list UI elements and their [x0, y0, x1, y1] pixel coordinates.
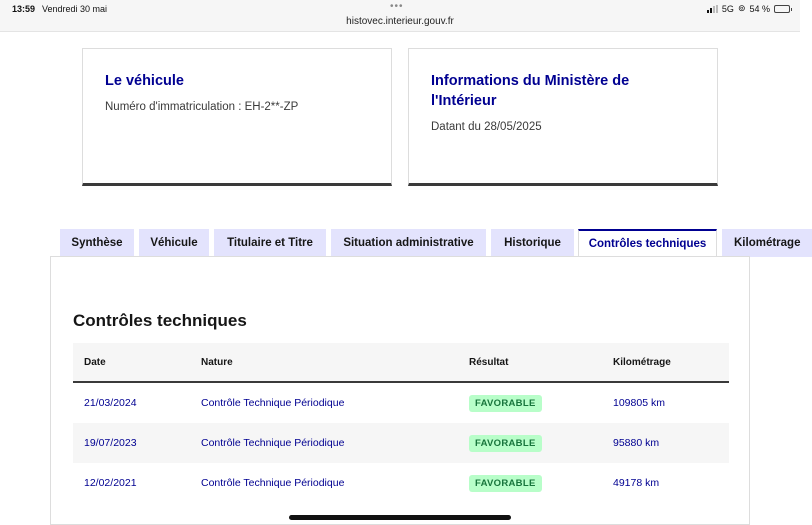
- column-mileage: Kilométrage: [613, 357, 671, 368]
- inspections-table: [73, 343, 729, 503]
- row-date: 12/02/2021: [84, 477, 137, 489]
- tab-kilometrage[interactable]: Kilométrage: [722, 229, 812, 257]
- table-row: [73, 463, 729, 503]
- vehicle-card-title: Le véhicule: [105, 73, 184, 89]
- tab-synthese[interactable]: Synthèse: [60, 229, 134, 257]
- row-nature: Contrôle Technique Périodique: [201, 477, 345, 489]
- battery-icon: [774, 5, 790, 13]
- row-date: 19/07/2023: [84, 437, 137, 449]
- registration-number: Numéro d'immatriculation : EH-2**-ZP: [105, 101, 299, 113]
- home-indicator[interactable]: [289, 515, 511, 520]
- ministry-title-line1: Informations du Ministère de: [431, 73, 630, 89]
- signal-icon: [707, 5, 718, 13]
- tab-situation-administrative[interactable]: Situation administrative: [331, 229, 486, 257]
- column-nature: Nature: [201, 357, 233, 368]
- table-row: [73, 423, 729, 463]
- tab-bar: [60, 229, 801, 257]
- tab-panel: [50, 256, 750, 525]
- row-date: 21/03/2024: [84, 397, 137, 409]
- column-date: Date: [84, 357, 106, 368]
- status-date: Vendredi 30 mai: [42, 4, 108, 14]
- battery-label: 54 %: [749, 3, 770, 14]
- ministry-title-line2: l'Intérieur: [431, 93, 497, 109]
- status-time: 13:59: [12, 4, 36, 14]
- result-badge: FAVORABLE: [469, 435, 542, 452]
- panel-title: Contrôles techniques: [73, 311, 247, 330]
- tab-controles-techniques[interactable]: Contrôles techniques: [578, 229, 717, 258]
- data-date: Datant du 28/05/2025: [431, 121, 542, 133]
- address-bar-url[interactable]: histovec.interieur.gouv.fr: [346, 16, 454, 27]
- row-nature: Contrôle Technique Périodique: [201, 397, 345, 409]
- network-label: 5G: [721, 3, 734, 14]
- table-row: [73, 383, 729, 423]
- tab-historique[interactable]: Historique: [491, 229, 574, 257]
- result-badge: FAVORABLE: [469, 475, 542, 492]
- table-header: [73, 343, 729, 383]
- row-mileage: 109805 km: [613, 397, 665, 409]
- ministry-card: [408, 48, 718, 186]
- result-badge: FAVORABLE: [469, 395, 542, 412]
- vehicle-card: [82, 48, 392, 186]
- tab-vehicule[interactable]: Véhicule: [139, 229, 209, 257]
- ministry-card-title: [431, 71, 695, 111]
- row-mileage: 49178 km: [613, 477, 660, 489]
- tab-titulaire[interactable]: Titulaire et Titre: [214, 229, 326, 257]
- row-mileage: 95880 km: [613, 437, 660, 449]
- status-bar: [0, 0, 800, 32]
- column-result: Résultat: [469, 357, 509, 368]
- row-nature: Contrôle Technique Périodique: [201, 437, 345, 449]
- orientation-lock-icon: ⊚: [737, 3, 746, 13]
- more-dots-icon[interactable]: •••: [390, 1, 404, 12]
- status-indicators: [707, 3, 790, 14]
